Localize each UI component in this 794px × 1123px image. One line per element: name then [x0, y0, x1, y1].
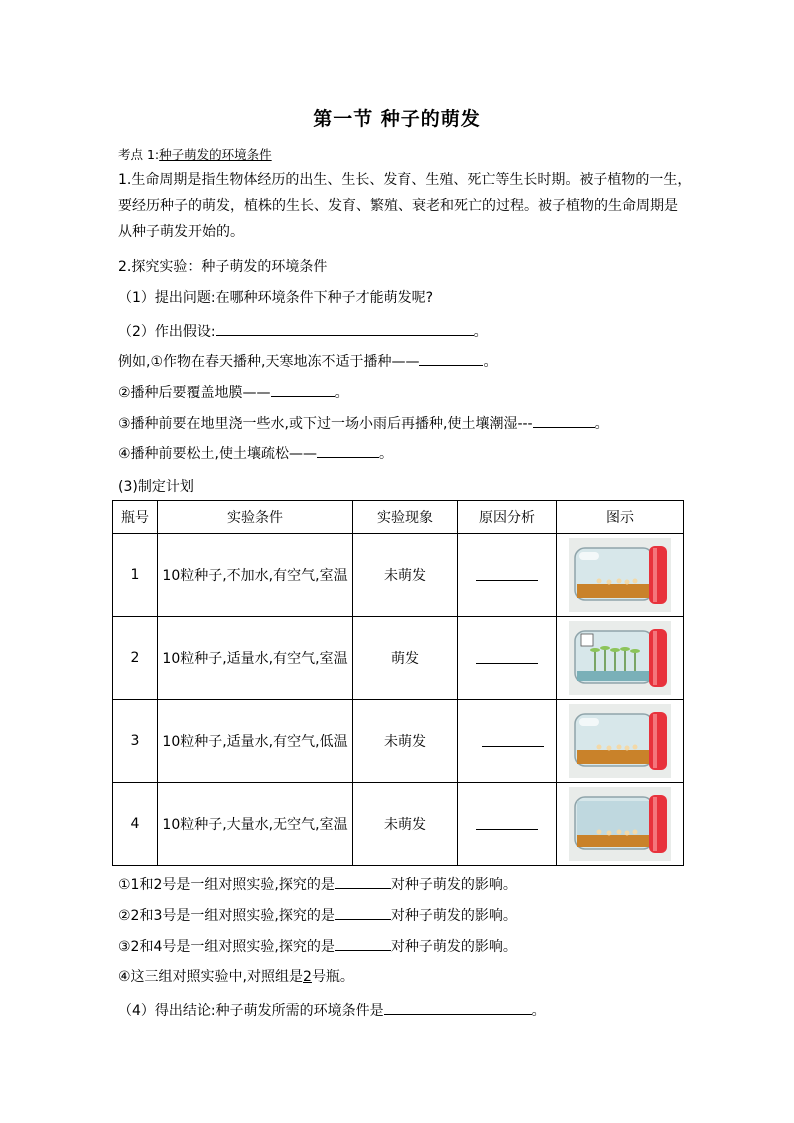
example-4: ④播种前要松土,使土壤疏松—— 。 — [118, 443, 393, 464]
analysis-cell — [458, 534, 557, 617]
para1-line2: 要经历种子的萌发，植株的生长、发育、繁殖、衰老和死亡的过程。被子植物的生命周期是 — [118, 198, 678, 214]
header-analysis: 原因分析 — [458, 501, 557, 534]
page-title: 第一节 种子的萌发 — [313, 108, 481, 130]
bottle-no: 3 — [113, 700, 158, 783]
cold-jar-icon — [569, 704, 671, 778]
conclusion-blank[interactable] — [384, 1000, 532, 1015]
flooded-jar-icon — [569, 787, 671, 861]
comparison-1-blank[interactable] — [335, 874, 391, 889]
figure-cell — [557, 700, 684, 783]
result-cell: 未萌发 — [353, 783, 458, 866]
condition-cell: 10粒种子,不加水,有空气,室温 — [158, 534, 353, 617]
result-cell: 未萌发 — [353, 534, 458, 617]
question-1: （1）提出问题:在哪种环境条件下种子才能萌发呢? — [118, 290, 434, 306]
conclusion: （4）得出结论:种子萌发所需的环境条件是 。 — [118, 1000, 546, 1021]
control-group-note: ④这三组对照实验中,对照组是2号瓶。 — [118, 969, 354, 985]
analysis-cell — [458, 617, 557, 700]
para1-line3: 从种子萌发开始的。 — [118, 224, 244, 240]
dry-jar-icon — [569, 538, 671, 612]
comparison-2: ②2和3号是一组对照实验,探究的是 对种子萌发的影响。 — [118, 905, 517, 926]
bottle-no: 2 — [113, 617, 158, 700]
example-1-blank[interactable] — [419, 351, 483, 366]
header-result: 实验现象 — [353, 501, 458, 534]
condition-cell: 10粒种子,大量水,无空气,室温 — [158, 783, 353, 866]
result-cell: 未萌发 — [353, 700, 458, 783]
condition-cell: 10粒种子,适量水,有空气,低温 — [158, 700, 353, 783]
kaodian-heading: 考点 1:种子萌发的环境条件 — [118, 147, 272, 162]
bottle-no: 1 — [113, 534, 158, 617]
analysis-cell — [458, 783, 557, 866]
analysis-blank[interactable] — [476, 815, 538, 830]
figure-cell — [557, 534, 684, 617]
analysis-blank[interactable] — [476, 649, 538, 664]
figure-cell — [557, 783, 684, 866]
header-condition: 实验条件 — [158, 501, 353, 534]
table-row — [113, 617, 684, 700]
kaodian-topic: 种子萌发的环境条件 — [159, 147, 272, 162]
comparison-1: ①1和2号是一组对照实验,探究的是 对种子萌发的影响。 — [118, 874, 517, 895]
comparison-2-blank[interactable] — [335, 905, 391, 920]
control-group-answer: 2 — [303, 969, 312, 985]
example-3-blank[interactable] — [533, 413, 595, 428]
table-row — [113, 700, 684, 783]
comparison-3-blank[interactable] — [335, 936, 391, 951]
figure-cell — [557, 617, 684, 700]
sprouting-jar-icon — [569, 621, 671, 695]
para1-line1: 1.生命周期是指生物体经历的出生、生长、发育、生殖、死亡等生长时期。被子植物的一生， — [118, 172, 692, 188]
bottle-no: 4 — [113, 783, 158, 866]
example-2: ②播种后要覆盖地膜—— 。 — [118, 382, 349, 403]
example-3: ③播种前要在地里浇一些水,或下过一场小雨后再播种,使土壤潮湿--- 。 — [118, 413, 609, 434]
condition-cell: 10粒种子,适量水,有空气,室温 — [158, 617, 353, 700]
plan-heading: (3)制定计划 — [118, 479, 194, 495]
example-4-blank[interactable] — [317, 443, 379, 458]
experiment-table — [112, 500, 684, 866]
analysis-blank[interactable] — [482, 732, 544, 747]
hypothesis-blank[interactable] — [216, 321, 474, 336]
table-header-row — [113, 501, 684, 534]
comparison-3: ③2和4号是一组对照实验,探究的是 对种子萌发的影响。 — [118, 936, 517, 957]
analysis-blank[interactable] — [476, 566, 538, 581]
question-2: （2）作出假设: 。 — [118, 321, 488, 342]
example-2-blank[interactable] — [271, 382, 335, 397]
table-row — [113, 534, 684, 617]
header-figure: 图示 — [557, 501, 684, 534]
header-bottle-no: 瓶号 — [113, 501, 158, 534]
analysis-cell — [458, 700, 557, 783]
example-1: 例如,①作物在春天播种,天寒地冻不适于播种—— 。 — [118, 351, 497, 372]
result-cell: 萌发 — [353, 617, 458, 700]
table-row — [113, 783, 684, 866]
experiment-heading: 2.探究实验：种子萌发的环境条件 — [118, 259, 328, 275]
